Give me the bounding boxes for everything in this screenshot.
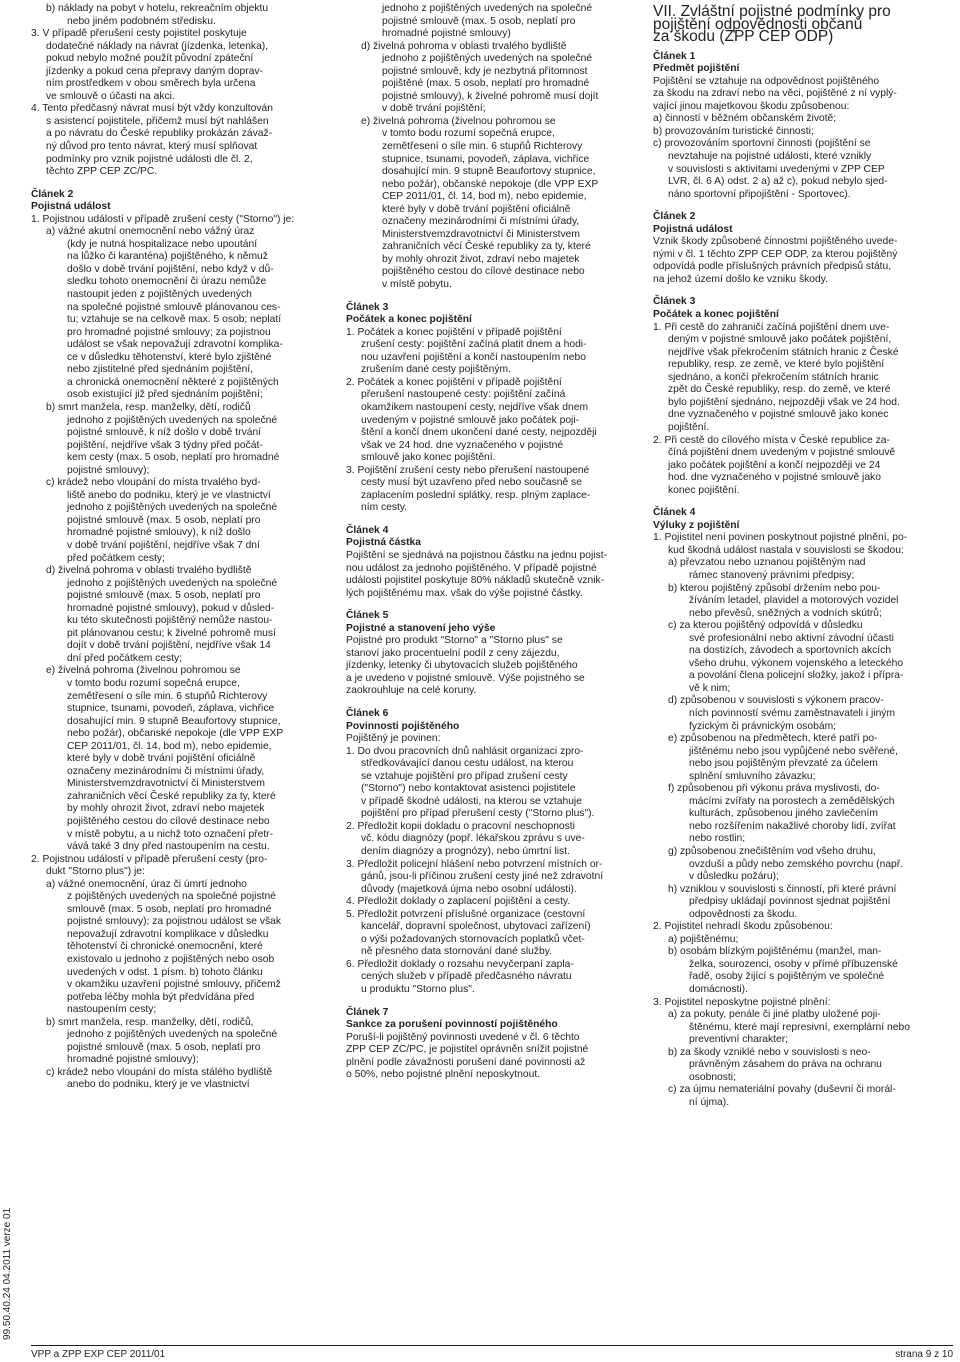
text-line: smlouvě jako konec pojištění. <box>361 452 496 464</box>
text-line: nejdříve však překročením státních hranic z České <box>668 346 899 358</box>
text-line: pojistné smlouvě, k níž došlo v době trvání <box>67 427 262 439</box>
text-line: pojistné smlouvy); <box>67 464 150 476</box>
article-heading: Článek 3 <box>653 296 696 308</box>
text-line: okamžikem nastoupení cesty, nejdříve však dnem <box>361 401 589 413</box>
text-line: d) způsobenou v souvislosti s výkonem pracov- <box>668 695 884 707</box>
text-line: nebo rostlin; <box>689 833 746 845</box>
text-line: 3. Pojistitel neposkytne pojistné plnění: <box>653 996 831 1008</box>
text-line: 6. Předložit doklady o rozsahu nevyčerpaní zapla- <box>346 958 574 970</box>
text-line: 1. Počátek a konec pojištění v případě pojištění <box>346 326 562 338</box>
footer-left-text: VPP a ZPP EXP CEP 2011/01 <box>31 1349 166 1360</box>
text-line: ovzduší a půdy nebo zemského povrchu (např. <box>689 858 904 870</box>
text-line: ní újma). <box>689 1096 730 1108</box>
paragraph-gap <box>653 201 953 211</box>
text-line: podmínky pro vznik pojistné události dle čl. 2, <box>46 153 253 165</box>
text-line: na lůžko či karanténa) pojištěného, k němuž <box>67 251 268 263</box>
text-line: pojištění pro případ přerušení cesty ("Storno plus"). <box>361 808 595 820</box>
text-line: plnění podle závažnosti porušení dané povinnosti až <box>346 1056 586 1068</box>
text-line: jednoho z pojištěných uvedených na společné <box>67 577 278 589</box>
text-line: vává také 3 dny před nastoupením na cestu. <box>67 841 270 853</box>
text-line: jízdenky, letenky či ubytovacích služeb pojištěného <box>346 660 578 672</box>
footer-rule <box>31 1345 953 1346</box>
text-line: s asistencí pojistitele, přičemž musí být nahlášen <box>46 115 269 127</box>
text-line: nebo zjistitelné před sjednáním pojištění, <box>67 364 254 376</box>
text-line: ZPP CEP ZC/PC, je pojistitel oprávněn snížit pojistné <box>346 1044 589 1056</box>
text-line: a) za pokuty, penále či jiné platby uložené poji- <box>668 1009 881 1021</box>
text-line: bylo pojištění sjednáno, nejpozději však ve 24 hod. <box>668 396 900 408</box>
text-line: Vznik škody způsobené činnostmi pojištěného uvede- <box>653 236 898 248</box>
text-column-2 <box>346 3 638 1082</box>
text-line: a po návratu do České republiky prokázán závaž- <box>46 128 273 140</box>
text-line: 5. Předložit potvrzení příslušné organizace (cestovní <box>346 908 586 920</box>
article-heading: Pojistné a stanovení jeho výše <box>346 622 496 634</box>
text-line: nastoupením cesty; <box>67 1004 157 1016</box>
text-line: b) osobám blízkým pojištěnému (manžel, man- <box>668 946 882 958</box>
text-line: a) převzatou nebo uznanou pojištěným nad <box>668 557 866 569</box>
text-line: pojištěného cestou do cílové destinace nebo <box>67 816 270 827</box>
text-line: za škodu na zdraví nebo na věci, pojištěné z ní vyplý- <box>653 88 897 100</box>
text-line: hromadné pojistné smlouvy) <box>382 28 511 40</box>
text-line: uvedených v odst. 1 písm. b) tohoto článku <box>67 966 263 978</box>
text-column-1 <box>31 3 331 1092</box>
text-line: rámec stanovený právními předpisy; <box>689 569 855 581</box>
article-heading: Předmět pojištění <box>653 63 740 75</box>
text-line: pojistné smlouvě, kdy je nezbytná přítomnost <box>382 65 588 77</box>
text-line: lých pojištěnému max. však do výše pojistné částky. <box>346 587 583 599</box>
text-line: 2. Počátek a konec pojištění v případě pojištění <box>346 376 562 388</box>
text-line: d) živelná pohroma v oblasti trvalého bydliště <box>46 565 252 577</box>
article-heading: Článek 3 <box>346 301 389 313</box>
text-line: všeho druhu, výkonem vojenského a leteckého <box>689 657 904 669</box>
text-line: ně přesného data stornování dané služby. <box>361 946 553 958</box>
text-line: Pojištěný je povinen: <box>346 733 441 745</box>
text-line: 2. Předložit kopii dokladu o pracovní neschopnosti <box>346 820 575 832</box>
text-line: zahraničních věcí České republiky za ty, které <box>67 790 276 802</box>
text-line: osob existující již před sjednáním pojištění; <box>67 389 263 401</box>
text-line: deným v pojistné smlouvě jako počátek pojištění, <box>668 334 892 346</box>
text-line: b) smrt manžela, resp. manželky, dětí, rodičů, <box>46 1016 254 1028</box>
section-title: pojištění odpovědnosti občanů <box>653 15 863 33</box>
text-line: 2. Při cestě do cílového místa v České republice za- <box>653 434 890 446</box>
text-line: které byly v době trvání pojištění oficiálně <box>382 203 571 215</box>
text-line: tu; vztahuje se na celkově max. 5 osob; neplatí <box>67 314 282 326</box>
article-heading: Článek 4 <box>346 524 389 536</box>
text-line: pojištěné (max. 5 osob, neplatí pro hromadné <box>382 78 590 90</box>
text-line: v tomto bodu rozumí sopečná erupce, <box>382 128 555 140</box>
text-line: 4. Předložit doklady o zaplacení pojištění a cesty. <box>346 896 571 908</box>
text-line: hromadné pojistné smlouvy); <box>67 1054 199 1066</box>
text-line: f) způsobenou při výkonu práva myslivosti, do- <box>668 783 880 795</box>
text-line: a je uvedeno v pojistné smlouvě. Výše pojistného se <box>346 672 585 684</box>
text-line: stupnice, tsunami, povodeň, záplava, vichřice <box>67 703 275 715</box>
text-line: nou uzavření pojištění a končí nastoupením nebo <box>361 351 586 363</box>
article-heading: Sankce za porušení povinností pojištěného <box>346 1019 558 1031</box>
text-line: a) vážné akutní onemocnění nebo vážný úraz <box>46 226 255 238</box>
text-line: nebo požár), občanské nepokoje (dle VPP EXP <box>67 728 284 740</box>
text-line: hod. dne vyznačeného v pojistné smlouvě jako <box>668 472 881 484</box>
article-heading: Článek 7 <box>346 1006 389 1018</box>
text-line: událost se však nepovažují zdravotní komplika- <box>67 339 283 351</box>
text-line: jednoho z pojištěných uvedených na společné <box>67 414 278 426</box>
text-line: jištěnému nebo jsou vypůjčené nebo svěřené, <box>689 745 898 757</box>
text-line: 1. Při cestě do zahraničí začíná pojištění dnem uve- <box>653 321 890 333</box>
text-line: před počátkem cesty; <box>67 552 165 564</box>
text-line: preventivní charakter; <box>689 1034 789 1046</box>
text-line: na dostizích, závodech a sportovních akcích <box>689 645 892 657</box>
text-line: zpět do České republiky, resp. do země, ve které <box>668 384 891 396</box>
text-line: mácími zvířaty na porostech a zemědělských <box>689 795 895 807</box>
article-heading: Článek 1 <box>653 50 696 62</box>
text-line: právněným zásahem do práva na ochranu <box>689 1059 882 1071</box>
text-line: jednoho z pojištěných uvedených na společné <box>382 53 593 65</box>
section-title: VII. Zvláštní pojistné podmínky pro <box>653 3 891 20</box>
text-line: nepovažují zdravotní komplikace v důsledku <box>67 928 269 940</box>
paragraph-gap <box>346 698 638 708</box>
text-line: c) provozováním sportovní činnosti (pojištění se <box>653 138 871 150</box>
text-line: a) vážné onemocnění, úraz či úmrtí jednoho <box>46 878 247 890</box>
text-line: nebo převěsů, sněžných a vodních skútrů; <box>689 607 882 619</box>
text-line: středkovávající danou cestu událost, na kterou <box>361 758 574 770</box>
article-heading: Článek 2 <box>31 188 74 200</box>
text-line: nými v čl. 1 těchto ZPP CEP ODP, za kterou pojištěný <box>653 248 898 260</box>
text-line: hromadné pojistné smlouvy), pokud v důsled- <box>67 602 275 614</box>
text-line: stupnice, tsunami, povodeň, záplava, vichřice <box>382 153 590 165</box>
text-line: pojištění. <box>668 421 710 433</box>
text-line: c) krádež nebo vloupání do místa stálého bydliště <box>46 1066 273 1078</box>
text-line: v důsledku požáru); <box>689 871 779 883</box>
text-line: nevztahuje na pojistné události, které vznikly <box>668 151 872 163</box>
text-line: jednoho z pojištěných uvedených na společné <box>382 3 593 14</box>
text-line: v případě škodné události, na kterou se vztahuje <box>361 795 582 807</box>
text-line: zaokrouhluje na celé koruny. <box>346 685 477 697</box>
text-line: nebo požár), občanské nepokoje (dle VPP EXP <box>382 178 599 190</box>
text-line: dní před počátkem cesty; <box>67 652 183 664</box>
paragraph-gap <box>346 515 638 525</box>
article-heading: Pojistná událost <box>653 223 733 235</box>
text-line: pojistné smlouvy), k živelné pohromě musí dojít <box>382 90 599 102</box>
text-line: vč. kódu diagnózy (popř. lékařskou zprávu s uve- <box>361 833 585 845</box>
text-line: nebo jsou pojištěným převzaté za účelem <box>689 758 878 770</box>
text-line: v okamžiku uzavření pojistné smlouvy, přičemž <box>67 979 281 991</box>
text-line: a povolání člena policejní složky, jakož i přípra- <box>689 670 904 682</box>
text-line: hromadné pojistné smlouvy), k níž došlo <box>67 527 251 539</box>
text-line: a) činností v běžném občanském životě; <box>653 113 837 125</box>
text-line: potřeba léčby mohla být předvídána před <box>67 991 255 1003</box>
text-line: b) za škody vzniklé nebo v souvislosti s neo- <box>668 1046 871 1058</box>
article-heading: Počátek a konec pojištění <box>346 314 472 326</box>
text-line: Pojištění se vztahuje na odpovědnost pojištěného <box>653 75 880 87</box>
text-line: štěnému, které mají represivní, exemplární nebo <box>689 1021 910 1033</box>
text-line: pojištění, nejdříve však 3 týdny před počát- <box>67 439 263 451</box>
text-line: c) za kterou pojištěný odpovídá v důsledku <box>668 620 863 632</box>
sidebar-version-text: 99.50.40.24 04.2011 verze 01 <box>2 1207 13 1340</box>
text-line: 4. Tento předčasný návrat musí být vždy konzultován <box>31 103 273 115</box>
text-line: pro hromadné pojistné smlouvy; za pojistnou <box>67 326 271 338</box>
text-line: u produktu "Storno plus". <box>361 984 475 996</box>
text-line: žíváním letadel, plavidel a motorových vozidel <box>689 595 899 607</box>
text-line: Ministerstvemzdravotnictví či Ministerstvem <box>382 228 580 240</box>
text-line: Ministerstvemzdravotnictví či Ministerstvem <box>67 778 265 790</box>
text-line: důvody (majetková újma nebo osobní události). <box>361 883 577 895</box>
article-heading: Článek 6 <box>346 707 389 719</box>
text-line: b) náklady na pobyt v hotelu, rekreačním objektu <box>46 3 269 14</box>
text-line: události pojistitel poskytuje 80% nákladů skutečně vznik- <box>346 575 605 587</box>
text-line: a chronická onemocnění některé z pojištěných <box>67 376 279 388</box>
text-line: z pojištěných uvedených na společné pojistné <box>67 891 276 903</box>
text-line: vající jinou majetkovou škodu způsobenou: <box>653 100 850 112</box>
text-line: nebo rozšířením nakažlivé choroby lidí, zvířat <box>689 820 896 832</box>
text-line: anebo do podniku, který je ve vlastnictví <box>67 1079 250 1091</box>
article-heading: Pojistná částka <box>346 537 421 549</box>
text-line: zemětřesení o síle min. 6 stupňů Richterovy <box>382 141 583 153</box>
text-line: liště anebo do podniku, který je ve vlastnictví <box>67 489 271 501</box>
paragraph-gap <box>346 600 638 610</box>
footer-page-number: strana 9 z 10 <box>895 1349 953 1360</box>
text-line: přerušení nastoupené cesty: pojištění začíná <box>361 389 566 401</box>
text-line: odpovědnosti za škodu. <box>689 908 798 920</box>
text-line: by mohly ohrozit život, zdraví nebo majetek <box>67 803 265 815</box>
text-line: a) pojištěnému; <box>668 933 739 945</box>
article-heading: Článek 5 <box>346 610 389 622</box>
text-line: nebo jiném podobném středisku. <box>67 15 216 27</box>
text-line: pit plánovanou cestu; k živelné pohromě musí <box>67 627 276 639</box>
text-line: smlouvě (max. 5 osob, neplatí pro hromadné <box>67 903 272 915</box>
text-line: na jehož území došlo ke vzniku škody. <box>653 273 828 285</box>
text-line: však ve 24 hod. dne vyznačeného v pojistné <box>361 439 564 451</box>
text-line: zrušením dané cesty pojištěným. <box>361 364 511 376</box>
text-line: Poruší-li pojištěný povinnosti uvedené v čl. 6 těchto <box>346 1031 580 1043</box>
text-line: c) krádež nebo vloupání do místa trvalého byd- <box>46 477 261 489</box>
text-line: osobnosti; <box>689 1071 736 1083</box>
text-line: vě k nim; <box>689 682 731 694</box>
text-line: republiky, resp. ze země, ve které bylo pojištění <box>668 359 885 371</box>
text-line: kud škodná událost nastala v souvislosti se škodou: <box>668 544 904 556</box>
text-line: dukt "Storno plus") je: <box>46 866 145 878</box>
text-line: ních povinností svému zaměstnavateli i jiným <box>689 707 896 719</box>
text-line: v místě pobytu, a u nichž toto označení přetr- <box>67 828 274 840</box>
text-line: nou událost za jednoho pojištěného. V případě pojistné <box>346 562 597 574</box>
text-line: pokud nebylo možné použít původní zpáteční <box>46 53 254 65</box>
text-line: sjednáno, a končí překročením státních hranic <box>668 371 879 383</box>
text-line: označeny mezinárodními či místními úřady, <box>382 216 580 228</box>
text-line: dodatečné náklady na návrat (jízdenka, letenka), <box>46 40 269 52</box>
text-line: nastoupit jeden z pojištěných uvedených <box>67 289 252 301</box>
text-line: pojistné smlouvě (max. 5 osob, neplatí pro <box>67 590 261 602</box>
text-line: g) způsobenou znečištěním vod všeho druhu, <box>668 846 876 857</box>
text-line: štění a končí dnem ukončení dané cesty, nejpozději <box>361 427 597 439</box>
text-line: které byly v době trvání pojištění oficiálně <box>67 753 256 765</box>
text-line: v době trvání pojištění; <box>382 103 486 115</box>
text-line: řadě, osoby žijící s pojištěným ve společné <box>689 971 885 983</box>
text-line: existovalo u jednoho z pojištěných nebo osob <box>67 954 275 966</box>
text-line: kulturách, způsobenou jiného zavlečením <box>689 808 878 820</box>
text-column-3 <box>653 3 953 1109</box>
paragraph-gap <box>653 286 953 296</box>
text-line: v místě pobytu. <box>382 279 452 291</box>
text-line: ce v důsledku těhotenství, které bylo zjištěné <box>67 351 272 363</box>
text-line: uvedeným v pojistné smlouvě jako počátek poji- <box>361 414 580 426</box>
text-line: (kdy je nutná hospitalizace nebo upoutání <box>67 238 258 250</box>
text-line: kem cesty (max. 5 osob, neplatí pro hromadné <box>67 452 280 464</box>
text-line: 1. Pojistnou událostí v případě zrušení cesty ("Storno") je: <box>31 213 295 225</box>
text-line: LVR, čl. 6 A) odst. 2 a) až c), pokud nebylo sjed- <box>668 176 888 188</box>
text-line: 2. Pojistnou událostí v případě přerušení cesty (pro- <box>31 853 268 865</box>
text-line: ním prostředkem v obou směrech byla určena <box>46 78 256 90</box>
text-line: zahraničních věcí České republiky za ty, které <box>382 241 591 253</box>
text-line: CEP 2011/01, čl. 14, bod m), nebo epidemie, <box>382 191 587 203</box>
text-line: b) provozováním turistické činnosti; <box>653 125 814 137</box>
text-line: dením diagnózy a prognózy), nebo úmrtní list. <box>361 846 570 857</box>
text-line: cených služeb v případě předčasného návratu <box>361 971 572 983</box>
text-line: své profesionální nebo aktivní závodní účasti <box>689 632 894 644</box>
text-line: 1. Do dvou pracovních dnů nahlásit organizaci zpro- <box>346 745 584 757</box>
text-line: želka, sourozenci, osoby v přímé příbuzenské <box>689 958 898 970</box>
paragraph-gap <box>31 179 331 189</box>
text-line: zemětřesení o síle min. 6 stupňů Richterovy <box>67 690 268 702</box>
text-line: 3. Předložit policejní hlášení nebo potvrzení místních or- <box>346 858 603 870</box>
text-line: sledku tohoto onemocnění či úrazu nemůže <box>67 276 267 288</box>
text-line: Pojištění se sjednává na pojistnou částku na jednu pojist- <box>346 549 608 561</box>
text-line: stanoví jako procentuelní podíl z ceny zájezdu, <box>346 647 560 659</box>
text-line: označeny mezinárodními či místními úřady, <box>67 765 265 777</box>
text-line: cesty musí být uzavřeno před nebo současně se <box>361 477 582 489</box>
text-line: jízdenky a pokud cena přepravy daným doprav- <box>46 65 263 77</box>
text-line: zaplacením poslední splátky, resp. plným zaplace- <box>361 489 591 501</box>
text-line: v tomto bodu rozumí sopečná erupce, <box>67 677 240 689</box>
text-line: Pojistné pro produkt "Storno" a "Storno plus" se <box>346 635 563 647</box>
text-line: domácnosti). <box>689 984 748 996</box>
text-line: ("Storno") nebo kontaktovat asistenci pojistitele <box>361 783 576 795</box>
text-line: e) způsobenou na předmětech, které patří po- <box>668 733 878 745</box>
text-line: splnění smluvního závazku; <box>689 770 816 782</box>
article-heading: Článek 2 <box>653 211 696 223</box>
text-line: jednoho z pojištěných uvedených na společné <box>67 1029 278 1041</box>
text-line: 1. Pojistitel není povinen poskytnout pojistné plnění, po- <box>653 532 908 544</box>
text-line: odpovídá podle příslušných právních předpisů státu, <box>653 261 892 273</box>
text-line: pojištěného cestou do cílové destinace nebo <box>382 266 585 278</box>
text-line: 2. Pojistitel nehradí škodu způsobenou: <box>653 921 833 933</box>
text-line: jednoho z pojištěných uvedených na společné <box>67 502 278 514</box>
text-line: b) kterou pojištěný způsobí držením nebo pou- <box>668 582 881 594</box>
text-line: dne vyznačeného v pojistné smlouvě jako konec <box>668 409 889 421</box>
text-line: ku této skutečnosti pojištěný nemůže nastou- <box>67 615 273 627</box>
text-line: těchto ZPP CEP ZC/PC. <box>46 166 158 178</box>
article-heading: Pojistná událost <box>31 201 111 213</box>
text-line: pojistné smlouvě (max. 5 osob, neplatí pro <box>382 15 576 27</box>
text-line: v souvislosti s aktivitami uvedenými v ZPP CEP <box>668 163 885 175</box>
text-line: CEP 2011/01, čl. 14, bod m), nebo epidemie, <box>67 740 272 752</box>
text-line: d) živelná pohroma v oblasti trvalého bydliště <box>361 40 567 52</box>
text-line: dosahující min. 9 stupně Beaufortovy stupnice, <box>382 166 596 178</box>
text-line: b) smrt manžela, resp. manželky, dětí, rodičů <box>46 401 251 413</box>
text-line: v době trvání pojištění, nejdříve však 7 dní <box>67 539 260 551</box>
text-line: e) živelná pohroma (živelnou pohromou se <box>361 115 556 127</box>
text-line: dojít v době trvání pojištění, nejdříve však 14 <box>67 640 271 652</box>
article-heading: Povinnosti pojištěného <box>346 720 460 732</box>
text-line: na společné pojistné smlouvě plánovanou ces- <box>67 301 281 313</box>
paragraph-gap <box>346 292 638 302</box>
text-line: číná pojištění dnem uvedeným v pojistné smlouvě <box>668 447 896 459</box>
text-line: došlo v době trvání pojištění, nebo když v dů- <box>67 263 274 275</box>
text-line: gánů, jsou-li příčinou zrušení cesty jiné než zdravotní <box>361 871 604 883</box>
text-line: pojistné smlouvy); za pojistnou událost se však <box>67 916 282 928</box>
text-line: c) za újmu nemateriální povahy (duševní či morál- <box>668 1084 896 1096</box>
text-line: pojistné smlouvě (max. 5 osob, neplatí pro <box>67 1041 261 1053</box>
text-line: těhotenství či chronické onemocnění, které <box>67 941 263 953</box>
paragraph-gap <box>653 497 953 507</box>
paragraph-gap <box>346 997 638 1007</box>
text-line: 3. Pojištění zrušení cesty nebo přerušení nastoupené <box>346 464 590 476</box>
text-line: zrušení cesty: pojištění začíná platit dnem a hodi- <box>361 339 587 351</box>
section-title: za škodu (ZPP CEP ODP) <box>653 28 834 46</box>
text-line: e) živelná pohroma (živelnou pohromou se <box>46 665 241 677</box>
text-line: o výši požadovaných stornovacích poplatků včet- <box>361 933 585 945</box>
text-line: kancelář, dopravní společnost, ubytovací zařízení) <box>361 921 591 933</box>
text-line: náno sportovní připojištění - Sportovec). <box>668 188 851 200</box>
text-line: 3. V případě přerušení cesty pojistitel poskytuje <box>31 28 247 40</box>
text-line: se vztahuje pojištění pro případ zrušení cesty <box>361 770 568 782</box>
text-line: ný důvod pro tento návrat, který musí splňovat <box>46 141 258 153</box>
text-line: dosahující min. 9 stupně Beaufortovy stupnice, <box>67 715 281 727</box>
text-line: ním cesty. <box>361 502 408 514</box>
text-line: o 50%, nebo pojistné plnění neposkytnout. <box>346 1069 541 1081</box>
text-line: konec pojištění. <box>668 484 740 496</box>
article-heading: Výluky z pojištění <box>653 519 740 531</box>
text-line: by mohly ohrozit život, zdraví nebo majetek <box>382 253 580 265</box>
text-line: h) vzniklou v souvislosti s činností, při které právní <box>668 883 897 895</box>
text-line: předpisy ukládají povinnost sjednat pojištění <box>689 896 891 908</box>
text-line: jako počátek pojištění a končí nejpozději ve 24 <box>668 459 881 471</box>
article-heading: Článek 4 <box>653 507 696 519</box>
article-heading: Počátek a konec pojištění <box>653 309 779 321</box>
text-line: fyzickým či právnickým osobám; <box>689 720 837 732</box>
text-line: pojistné smlouvě (max. 5 osob, neplatí pro <box>67 514 261 526</box>
text-line: ve smlouvě o účasti na akci. <box>46 90 175 102</box>
